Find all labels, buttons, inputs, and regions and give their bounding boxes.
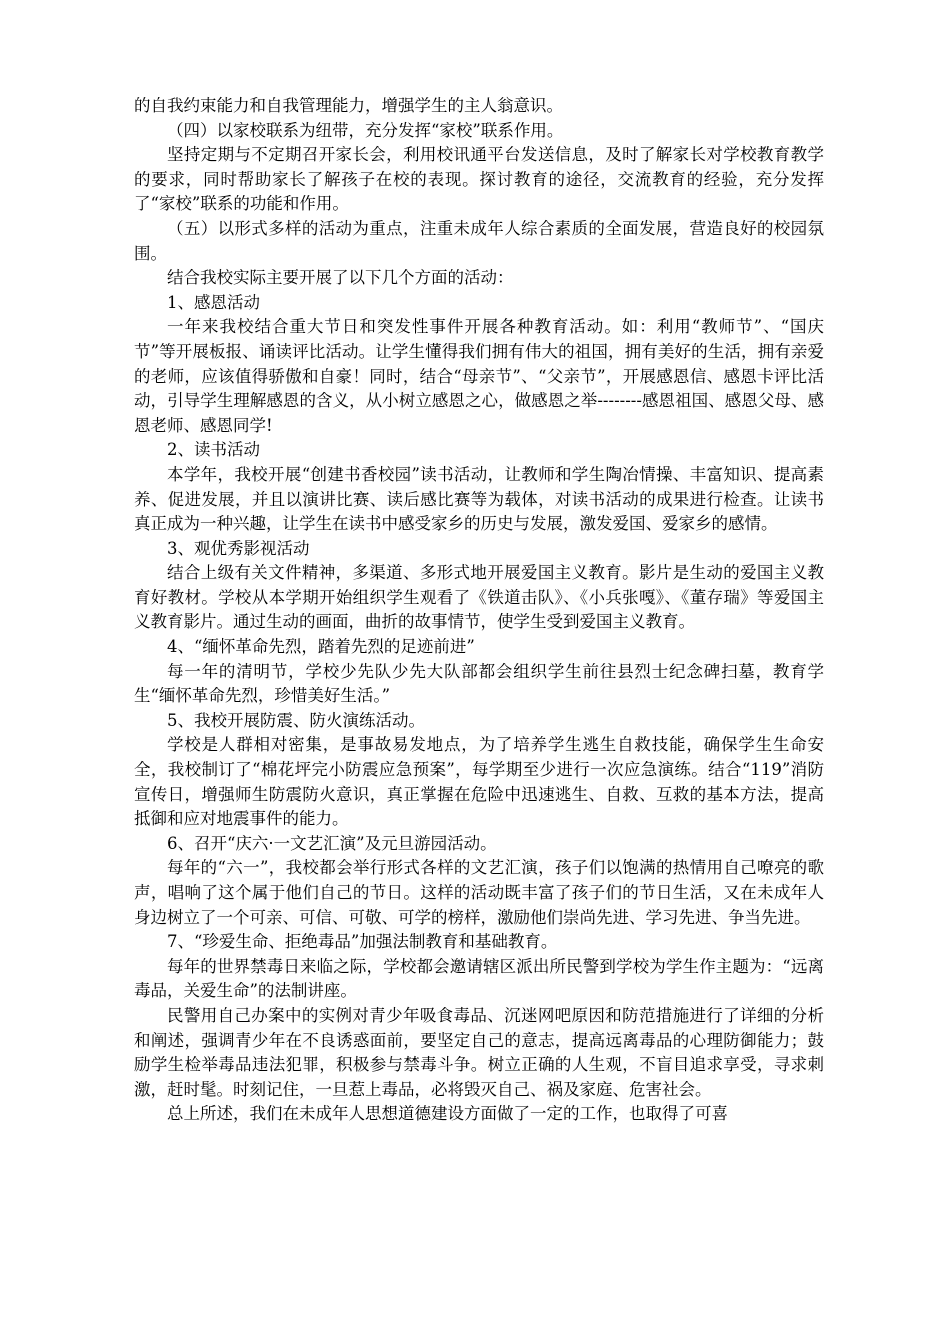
paragraph-7: 本学年，我校开展“创建书香校园”读书活动，让教师和学生陶冶情操、丰富知识、提高素养、促进发展，并且以演讲比赛、读后感比赛等为载体，对读书活动的成果进行检查。让读书真正成为一种兴趣，让学生在读书中感受家乡的历史与发展，激发爱国、爱家乡的感情。	[134, 464, 824, 534]
heading-7: 7、“珍爱生命、拒绝毒品”加强法制教育和基础教育。	[167, 932, 558, 952]
paragraph-11: 每年的“六一”，我校都会举行形式各样的文艺汇演，孩子们以饱满的热情用自己嘹亮的歌声，唱响了这个属于他们自己的节日。这样的活动既丰富了孩子们的节日生活，又在未成年人身边树立了一个可亲、可信、可敬、可学的榜样，激励他们崇尚先进、学习先进、争当先进。	[134, 858, 824, 927]
heading-3: 3、观优秀影视活动	[167, 538, 310, 558]
paragraph-2: （四）以家校联系为纽带，充分发挥“家校”联系作用。	[167, 120, 564, 140]
paragraph-4: （五）以形式多样的活动为重点，注重未成年人综合素质的全面发展，营造良好的校园氛围。	[134, 218, 824, 263]
heading-2: 2、读书活动	[167, 440, 260, 460]
heading-5: 5、我校开展防震、防火演练活动。	[167, 710, 425, 730]
paragraph-1: 的自我约束能力和自我管理能力，增强学生的主人翁意识。	[134, 96, 563, 115]
paragraph-3: 坚持定期与不定期召开家长会，利用校讯通平台发送信息，及时了解家长对学校教育教学的要求，同时帮助家长了解孩子在校的表现。探讨教育的途径，交流教育的经验，充分发挥了“家校”联系的功能和作用。	[134, 145, 824, 214]
paragraph-13: 民警用自己办案中的实例对青少年吸食毒品、沉迷网吧原因和防范措施进行了详细的分析和阐述，强调青少年在不良诱惑面前，要坚定自己的意志，提高远离毒品的心理防御能力；鼓励学生检举毒品违法犯罪，积极参与禁毒斗争。树立正确的人生观，不盲目追求享受，寻求刺激，赶时髦。时刻记住，一旦惹上毒品，必将毁灭自己、祸及家庭、危害社会。	[134, 1005, 824, 1099]
paragraph-9: 每一年的清明节，学校少先队少先大队部都会组织学生前往县烈士纪念碑扫墓，教育学生“缅怀革命先烈，珍惜美好生活。”	[134, 661, 824, 706]
heading-6: 6、召开“庆六·一文艺汇演”及元旦游园活动。	[167, 833, 497, 853]
paragraph-14: 总上所述，我们在未成年人思想道德建设方面做了一定的工作，也取得了可喜	[167, 1104, 728, 1124]
heading-1: 1、感恩活动	[167, 292, 260, 312]
document-page	[134, 94, 824, 1127]
paragraph-10: 学校是人群相对密集，是事故易发地点，为了培养学生逃生自救技能，确保学生生命安全，我校制订了“棉花坪完小防震应急预案”，每学期至少进行一次应急演练。结合“119”消防宣传日，增强师生防震防火意识，真正掌握在危险中迅速逃生、自救、互救的基本方法，提高抵御和应对地震事件的能力。	[134, 735, 824, 829]
paragraph-6: 一年来我校结合重大节日和突发性事件开展各种教育活动。如：利用“教师节”、“国庆节”等开展板报、诵读评比活动。让学生懂得我们拥有伟大的祖国，拥有美好的生活，拥有亲爱的老师，应该值得骄傲和自豪！同时，结合“母亲节”、“父亲节”，开展感恩信、感恩卡评比活动，引导学生理解感恩的含义，从小树立感恩之心，做感恩之举--------感恩祖国、感恩父母、感恩老师、感恩同学!	[134, 317, 824, 435]
paragraph-5: 结合我校实际主要开展了以下几个方面的活动：	[167, 268, 514, 288]
paragraph-8: 结合上级有关文件精神，多渠道、多形式地开展爱国主义教育。影片是生动的爱国主义教育好教材。学校从本学期开始组织学生观看了《铁道击队》、《小兵张嘎》、《董存瑞》等爱国主义教育影片。通过生动的画面，曲折的故事情节，使学生受到爱国主义教育。	[134, 563, 824, 632]
paragraph-12: 每年的世界禁毒日来临之际，学校都会邀请辖区派出所民警到学校为学生作主题为：“远离毒品，关爱生命”的法制讲座。	[134, 956, 824, 1001]
heading-4: 4、“缅怀革命先烈，踏着先烈的足迹前进”	[167, 637, 475, 657]
